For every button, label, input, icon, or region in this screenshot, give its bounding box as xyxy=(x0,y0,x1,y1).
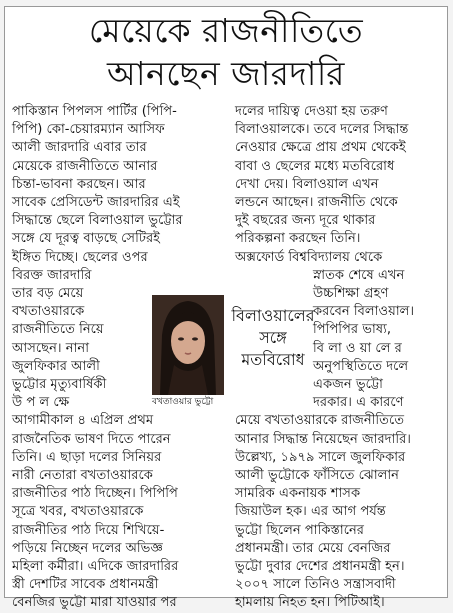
right-column-line: বিলাওয়ালকে। তবে দলের সিদ্ধান্ত xyxy=(235,122,409,138)
left-column-line: পড়িয়ে নিচ্ছেন দলের অভিজ্ঞ xyxy=(12,540,163,556)
right-column-line: উচ্চশিক্ষা গ্রহণ xyxy=(313,286,389,302)
left-column-line: রাজনীতির পাঠ দিচ্ছেন। পিপিপি xyxy=(12,486,178,502)
right-column-line: ২০০৭ সালে তিনিও সন্ত্রাসবাদী xyxy=(235,577,396,593)
right-column-line: অক্সফোর্ড বিশ্ববিদ্যালয় থেকে xyxy=(235,249,383,265)
left-column-line: নারী নেতারা বখতাওয়ারকে xyxy=(12,468,153,484)
right-column-line: উল্লেখ্য, ১৯৭৯ সালে জুলফিকার xyxy=(235,449,406,465)
portrait-photo xyxy=(152,295,224,395)
right-column-line: নেওয়ার ক্ষেত্রে প্রায় প্রথম থেকেই xyxy=(235,140,406,156)
right-column-line: ভুট্টো দুবার দেশের প্রধানমন্ত্রী হন। xyxy=(235,559,405,575)
right-column-line: দেখা দেয়। বিলাওয়াল এখন xyxy=(235,176,379,192)
right-column-line: পিপিপির ভাষ্য, xyxy=(313,322,391,338)
right-column-line: সামরিক একনায়ক শাসক xyxy=(235,486,361,502)
headline-line-1: মেয়েকে রাজনীতিতে xyxy=(88,11,364,50)
left-column-line: আলী জারদারি এবার তার xyxy=(12,140,147,156)
left-column-line: সূত্রে খবর, বখতাওয়ারকে xyxy=(12,504,144,520)
right-column-line: দরকার। এ কারণে xyxy=(313,395,404,411)
left-column-line: তিনি। এ ছাড়া দলের সিনিয়র xyxy=(12,449,162,465)
right-column-line: দলের দায়িত্ব দেওয়া হয় তরুণ xyxy=(235,104,388,119)
left-column-line: রাজনৈতিক ভাষণ দিতে পারেন xyxy=(12,431,171,447)
right-column-line: স্নাতক শেষে এখন xyxy=(313,267,405,283)
right-column-line: মেয়ে বখতাওয়ারকে রাজনীতিতে xyxy=(235,413,405,429)
right-column-line: পরিকল্পনা করছেন তিনি। xyxy=(235,231,361,247)
right-column-line: প্রধানমন্ত্রী। তার মেয়ে বেনজির xyxy=(235,540,391,556)
left-column-line: বেনজির ভুট্টো মারা যাওয়ার পর xyxy=(12,595,177,611)
left-column-line: উ প ল ক্ষে xyxy=(12,395,70,411)
right-column-line: বি লা ও য়া লে র xyxy=(313,340,402,356)
right-column-line: আলী ভুট্টোকে ফাঁসিতে ঝোলান xyxy=(235,468,399,484)
right-column-line: অনুপস্থিতিতে দলে xyxy=(313,358,409,374)
left-column-line: ভুট্টোর মৃত্যুবার্ষিকী xyxy=(12,377,107,393)
left-column-line: রাজনীতির পাঠ দিয়ে শিখিয়ে- xyxy=(12,522,165,538)
left-column-line: মেয়েকে রাজনীতিতে আনার xyxy=(12,158,158,174)
left-column-line: তার বড় মেয়ে xyxy=(12,286,84,302)
news-clipping xyxy=(4,6,448,611)
headline xyxy=(5,9,447,95)
right-column-line: আনার সিদ্ধান্ত নিয়েছেন জারদারি। xyxy=(235,431,411,447)
inset-title-line-1: বিলাওয়ালের xyxy=(231,306,315,325)
right-column-line: একজন ভুট্টো xyxy=(313,377,383,393)
inset-box xyxy=(152,295,315,413)
left-column-line: সাবেক প্রেসিডেন্ট জারদারির এই xyxy=(12,195,180,211)
inset-title-line-3: মতবিরোধ xyxy=(241,350,305,369)
right-column-line: ভুট্টো ছিলেন পাকিস্তানের xyxy=(235,522,364,538)
left-column-line: বিরক্ত জারদারি xyxy=(12,267,92,283)
left-column-line: সিদ্ধান্তে ছেলে বিলাওয়াল ভুট্টোর xyxy=(12,213,183,229)
right-column-line: দুই বছরের জন্য দূরে থাকার xyxy=(235,213,376,229)
left-column-line: আগামীকাল ৪ এপ্রিল প্রথম xyxy=(12,413,154,429)
left-column-line: স্ত্রী দেশটির সাবেক প্রধানমন্ত্রী xyxy=(12,577,159,593)
left-column-line: বখতাওয়ারকে xyxy=(12,304,85,320)
portrait-image xyxy=(152,295,224,395)
inset-title-line-2: সঙ্গে xyxy=(259,328,287,347)
right-column-line: বাবা ও ছেলের মধ্যে মতবিরোধ xyxy=(235,158,395,174)
photo-caption: বখতাওয়ার ভুট্টো xyxy=(152,397,214,407)
left-column-line: আসছেন। নানা xyxy=(12,340,90,356)
right-column-line: করবেন বিলাওয়াল। xyxy=(313,304,415,320)
left-column-line: সঙ্গে যে দূরত্ব বাড়ছে সেটিরই xyxy=(12,231,160,247)
left-column-line: পাকিস্তান পিপলস পার্টির (পিপি- xyxy=(12,104,177,119)
left-column-line: পিপি) কো-চেয়ারম্যান আসিফ xyxy=(12,122,165,138)
right-column-line: লন্ডনে আছেন। রাজনীতি থেকে xyxy=(235,195,398,211)
left-column-line: রাজনীতিতে নিয়ে xyxy=(12,322,104,338)
left-column-line: জুলফিকার আলী xyxy=(12,358,100,374)
headline-line-2: আনছেন জারদারি xyxy=(107,54,345,93)
left-column-line: ইঙ্গিত দিচ্ছে। ছেলের ওপর xyxy=(12,249,148,265)
inset-title xyxy=(230,305,316,371)
left-column-line: চিন্তা-ভাবনা করছেন। আর xyxy=(12,176,146,192)
right-column-line: জিয়াউল হক। এর আগ পর্যন্ত xyxy=(235,504,386,520)
right-column-line: হামলায় নিহত হন। পিটিআই। xyxy=(235,595,385,611)
left-column-line: মহিলা কর্মীরা। এদিকে জারদারির xyxy=(12,559,179,575)
